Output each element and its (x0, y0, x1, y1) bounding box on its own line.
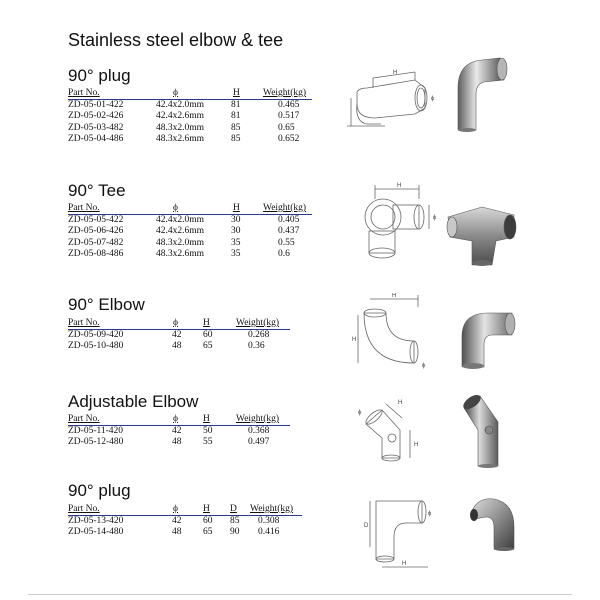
table-cell: ϕ (173, 203, 179, 213)
section-title: 90° Tee (68, 181, 126, 200)
diagram-label: ϕ (433, 215, 437, 221)
table-cell: 60 (203, 329, 213, 340)
col-diameter: ϕ (173, 88, 179, 98)
table-cell: 0.497 (248, 437, 270, 447)
section-title: Adjustable Elbow (68, 392, 199, 411)
diagram-label: ϕ (422, 363, 426, 369)
product-photo (442, 197, 522, 267)
page-title: Stainless steel elbow & tee (68, 30, 284, 50)
table-cell: 0.55 (278, 237, 295, 248)
diagram-label: H (398, 400, 403, 406)
table-cell: 42 (172, 515, 182, 526)
table-cell: ZD-05-08-486 (68, 249, 124, 259)
table-cell: ZD-05-07-482 (68, 237, 124, 248)
technical-drawing (362, 491, 442, 569)
table-cell: ZD-05-10-480 (68, 341, 124, 351)
table-cell: 0.416 (258, 527, 280, 537)
diagram-label: H (402, 561, 407, 567)
technical-drawing (352, 396, 442, 476)
table-cell: ZD-05-06-426 (68, 226, 124, 236)
table-cell: Weight(kg) (263, 203, 307, 213)
table-cell: 0.6 (278, 249, 290, 259)
table-cell: 42.4x2.6mm (156, 111, 205, 121)
table-cell: 0.517 (278, 111, 300, 121)
table-cell: ZD-05-01-422 (68, 99, 124, 110)
table-cell: 48.3x2.0mm (156, 237, 205, 248)
table-cell: 42.4x2.0mm (156, 214, 205, 225)
col-height: H (233, 88, 240, 98)
section-title: 90° Elbow (68, 295, 145, 314)
table-cell: 35 (231, 249, 241, 259)
diagram-label: H (393, 70, 398, 76)
table-cell: 65 (203, 341, 213, 351)
table-cell: Part No. (68, 414, 100, 424)
table-cell: ZD-05-09-420 (68, 329, 124, 340)
table-cell: ZD-05-05-422 (68, 214, 124, 225)
diagram-label: D (364, 523, 369, 529)
product-photo (468, 493, 518, 551)
table-cell: 0.36 (248, 341, 265, 351)
table-cell: ZD-05-11-420 (68, 425, 124, 436)
table-cell: Weight(kg) (236, 414, 280, 424)
table-cell: H (203, 414, 210, 424)
table-cell: 0.405 (278, 214, 300, 225)
table-cell: 90 (230, 527, 240, 537)
divider (68, 214, 312, 215)
diagram-label: H (397, 183, 402, 189)
table-cell: 60 (203, 515, 213, 526)
technical-drawing (345, 68, 445, 128)
table-cell: 85 (231, 122, 241, 133)
table-cell: 85 (231, 134, 241, 144)
table-cell: 0.652 (278, 134, 300, 144)
diagram-label: H (392, 293, 397, 299)
table-cell: ZD-05-04-486 (68, 134, 124, 144)
table-cell: 42.4x2.0mm (156, 99, 205, 110)
table-cell: 48 (172, 437, 182, 447)
technical-drawing (350, 293, 440, 375)
table-cell: 42 (172, 425, 182, 436)
product-photo (458, 309, 518, 369)
product-photo (450, 50, 512, 132)
table-cell: 42 (172, 329, 182, 340)
table-cell: H (233, 203, 240, 213)
table-cell: 0.308 (258, 515, 280, 526)
table-cell: 48 (172, 341, 182, 351)
diagram-label: ϕ (428, 511, 432, 517)
col-weight: Weight(kg) (263, 88, 307, 98)
table-cell: H (203, 318, 210, 328)
table-cell: 30 (231, 226, 241, 236)
table-cell: ZD-05-14-480 (68, 527, 124, 537)
divider (68, 99, 312, 100)
table-cell: H (203, 504, 210, 514)
divider (28, 594, 572, 595)
table-cell: Part No. (68, 504, 100, 514)
table-cell: 55 (203, 437, 213, 447)
table-cell: 0.465 (278, 99, 300, 110)
table-cell: 48.3x2.0mm (156, 122, 205, 133)
table-cell: 48 (172, 527, 182, 537)
table-cell: 48.3x2.6mm (156, 134, 205, 144)
table-cell: ZD-05-12-480 (68, 437, 124, 447)
table-cell: 0.268 (248, 329, 270, 340)
diagram-label: H (352, 337, 357, 343)
table-cell: ϕ (173, 414, 179, 424)
table-cell: D (230, 504, 237, 514)
col-part-no: Part No. (68, 88, 100, 98)
table-cell: Weight(kg) (250, 504, 294, 514)
table-cell: 81 (231, 111, 241, 121)
section-title: 90° plug (68, 481, 131, 500)
diagram-label: ϕ (358, 410, 362, 416)
divider (68, 515, 302, 516)
table-cell: ZD-05-03-482 (68, 122, 124, 133)
table-cell: Weight(kg) (236, 318, 280, 328)
diagram-label: H (414, 442, 419, 448)
table-cell: ϕ (173, 318, 179, 328)
table-cell: 35 (231, 237, 241, 248)
table-cell: 42.4x2.6mm (156, 226, 205, 236)
divider (68, 329, 290, 330)
table-cell: 30 (231, 214, 241, 225)
table-cell: ϕ (173, 504, 179, 514)
table-cell: Part No. (68, 318, 100, 328)
table-cell: 50 (203, 425, 213, 436)
table-cell: 65 (203, 527, 213, 537)
table-cell: ZD-05-13-420 (68, 515, 124, 526)
table-cell: 0.65 (278, 122, 295, 133)
divider (68, 425, 290, 426)
diagram-label: ϕ (431, 96, 435, 102)
section-title: 90° plug (68, 66, 131, 85)
table-cell: 0.437 (278, 226, 300, 236)
table-cell: 81 (231, 99, 241, 110)
technical-drawing (345, 181, 445, 271)
table-cell: Part No. (68, 203, 100, 213)
table-cell: 48.3x2.6mm (156, 249, 205, 259)
table-cell: ZD-05-02-426 (68, 111, 124, 121)
table-cell: 0.368 (248, 425, 270, 436)
product-photo (458, 394, 514, 468)
table-cell: 85 (230, 515, 240, 526)
